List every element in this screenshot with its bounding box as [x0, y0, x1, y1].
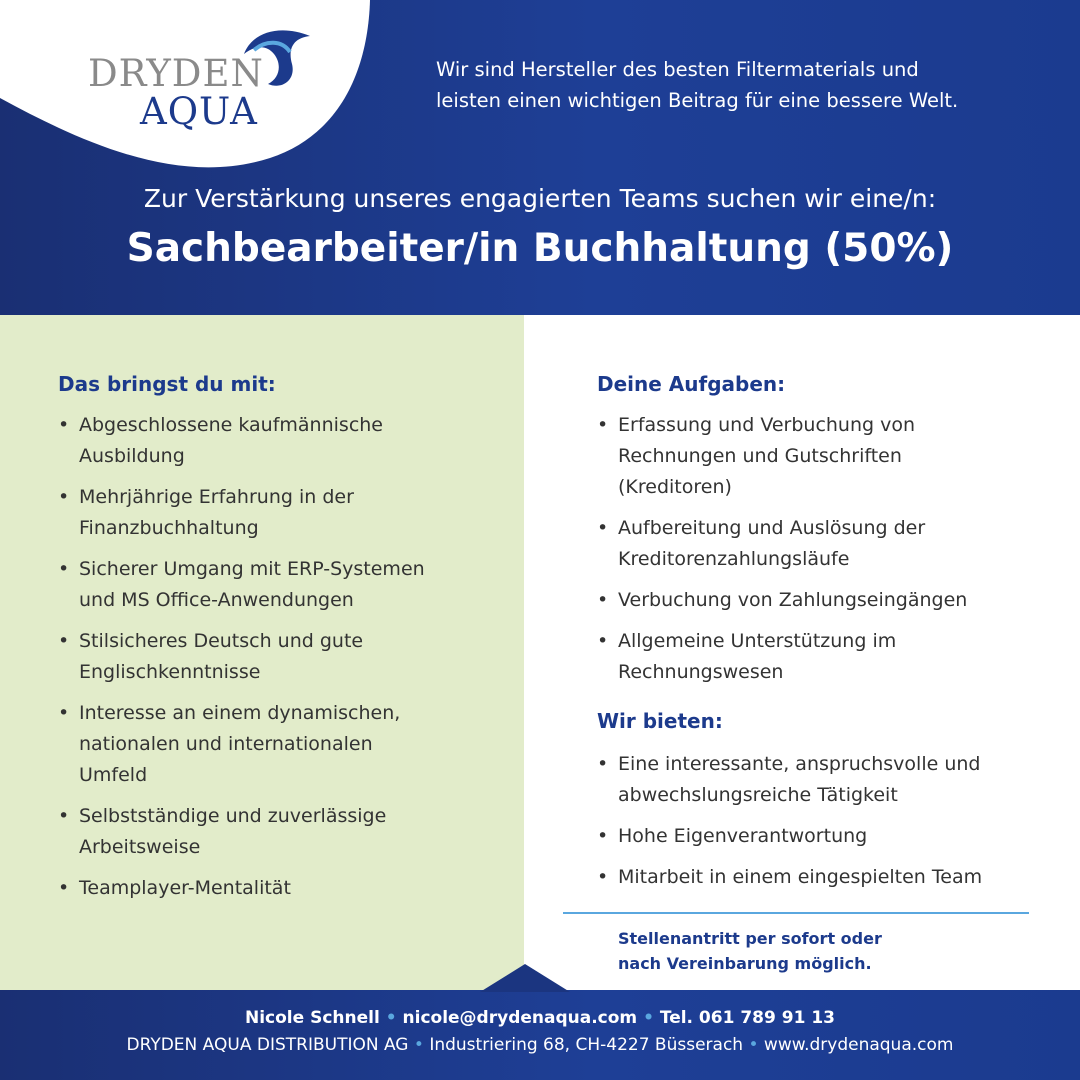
- bullet-text-line: • Interesse an einem dynamischen,: [79, 702, 401, 724]
- offer-heading: Wir bieten:: [597, 709, 723, 733]
- footer-notch-shape: [480, 962, 570, 992]
- bullet-text-line: nationalen und internationalen: [79, 733, 373, 755]
- bullet-item: [597, 821, 1057, 852]
- separator-dot: •: [643, 1008, 654, 1028]
- start-note-line-2: nach Vereinbarung möglich.: [618, 954, 872, 973]
- bullet-item: [597, 410, 1057, 503]
- tasks-heading: Deine Aufgaben:: [597, 372, 786, 396]
- bullet-text-line: • Sicherer Umgang mit ERP-Systemen: [79, 558, 425, 580]
- bullet-item: [58, 698, 508, 791]
- start-note-line-1: Stellenantritt per sofort oder: [618, 929, 882, 948]
- company-address: Industriering 68, CH-4227 Büsserach: [429, 1035, 744, 1055]
- bullet-text-line: (Kreditoren): [618, 476, 732, 498]
- bullet-text-line: Arbeitsweise: [79, 836, 201, 858]
- bullet-item: [58, 626, 508, 688]
- bullet-item: [58, 482, 508, 544]
- bullet-text-line: • Eine interessante, anspruchsvolle und: [618, 753, 981, 775]
- bullet-item: [597, 626, 1057, 688]
- bullet-item: [58, 801, 508, 863]
- bullet-text-line: • Hohe Eigenverantwortung: [618, 825, 868, 847]
- bullet-text-line: Umfeld: [79, 764, 148, 786]
- contact-name: Nicole Schnell: [245, 1008, 380, 1028]
- bullet-item: [597, 749, 1057, 811]
- bullet-text-line: und MS Office-Anwendungen: [79, 589, 354, 611]
- job-title: Sachbearbeiter/in Buchhaltung (50%): [126, 226, 954, 271]
- tasks-list: [597, 410, 1057, 698]
- bullet-item: [58, 554, 508, 616]
- bullet-text-line: Rechnungswesen: [618, 661, 784, 683]
- bullet-text-line: • Teamplayer-Mentalität: [79, 877, 291, 899]
- bullet-text-line: Rechnungen und Gutschriften: [618, 445, 902, 467]
- header-banner: [0, 0, 1080, 315]
- bullet-text-line: Kreditorenzahlungsläufe: [618, 548, 850, 570]
- company-tagline: [436, 54, 1036, 116]
- contact-email-link[interactable]: nicole@drydenaqua.com: [402, 1008, 638, 1028]
- footer-contact-line: [0, 1008, 1080, 1028]
- website-link[interactable]: www.drydenaqua.com: [763, 1035, 954, 1055]
- contact-phone[interactable]: Tel. 061 789 91 13: [659, 1008, 835, 1028]
- bullet-text-line: • Selbstständige und zuverlässige: [79, 805, 387, 827]
- bullet-item: [597, 513, 1057, 575]
- offer-list: [597, 749, 1057, 903]
- footer-address-line: [0, 1035, 1080, 1055]
- bullet-item: [597, 862, 1057, 893]
- tagline-line-2: leisten einen wichtigen Beitrag für eine bessere Welt.: [436, 89, 959, 112]
- bullet-text-line: • Allgemeine Unterstützung im: [618, 630, 897, 652]
- separator-dot: •: [385, 1008, 397, 1028]
- separator-dot: •: [413, 1035, 424, 1055]
- bullet-text-line: Finanzbuchhaltung: [79, 517, 259, 539]
- bullet-item: [597, 585, 1057, 616]
- bullet-text-line: • Verbuchung von Zahlungseingängen: [618, 589, 968, 611]
- bullet-text-line: abwechslungsreiche Tätigkeit: [618, 784, 898, 806]
- requirements-heading: Das bringst du mit:: [58, 372, 276, 396]
- tagline-line-1: Wir sind Hersteller des besten Filtermaterials und: [436, 58, 919, 81]
- logo-word-aqua: AQUA: [140, 90, 258, 133]
- bullet-text-line: • Mehrjährige Erfahrung in der: [79, 486, 354, 508]
- separator-dot: •: [748, 1035, 759, 1055]
- divider-line: [563, 912, 1029, 914]
- logo-word-dryden: DRYDEN: [88, 52, 264, 95]
- requirements-list: [58, 410, 508, 914]
- bullet-text-line: • Erfassung und Verbuchung von: [618, 414, 916, 436]
- bullet-item: [58, 873, 508, 904]
- bullet-text-line: • Stilsicheres Deutsch und gute: [79, 630, 364, 652]
- bullet-text-line: • Aufbereitung und Auslösung der: [618, 517, 926, 539]
- bullet-text-line: • Mitarbeit in einem eingespielten Team: [618, 866, 983, 888]
- bullet-text-line: Englischkenntnisse: [79, 661, 261, 683]
- bullet-item: [58, 410, 508, 472]
- bullet-text-line: • Abgeschlossene kaufmännische: [79, 414, 383, 436]
- recruiting-subtitle: Zur Verstärkung unseres engagierten Teams suchen wir eine/n:: [143, 184, 937, 213]
- company-name: DRYDEN AQUA DISTRIBUTION AG: [126, 1035, 409, 1055]
- bullet-text-line: Ausbildung: [79, 445, 185, 467]
- start-date-note: [618, 926, 1018, 976]
